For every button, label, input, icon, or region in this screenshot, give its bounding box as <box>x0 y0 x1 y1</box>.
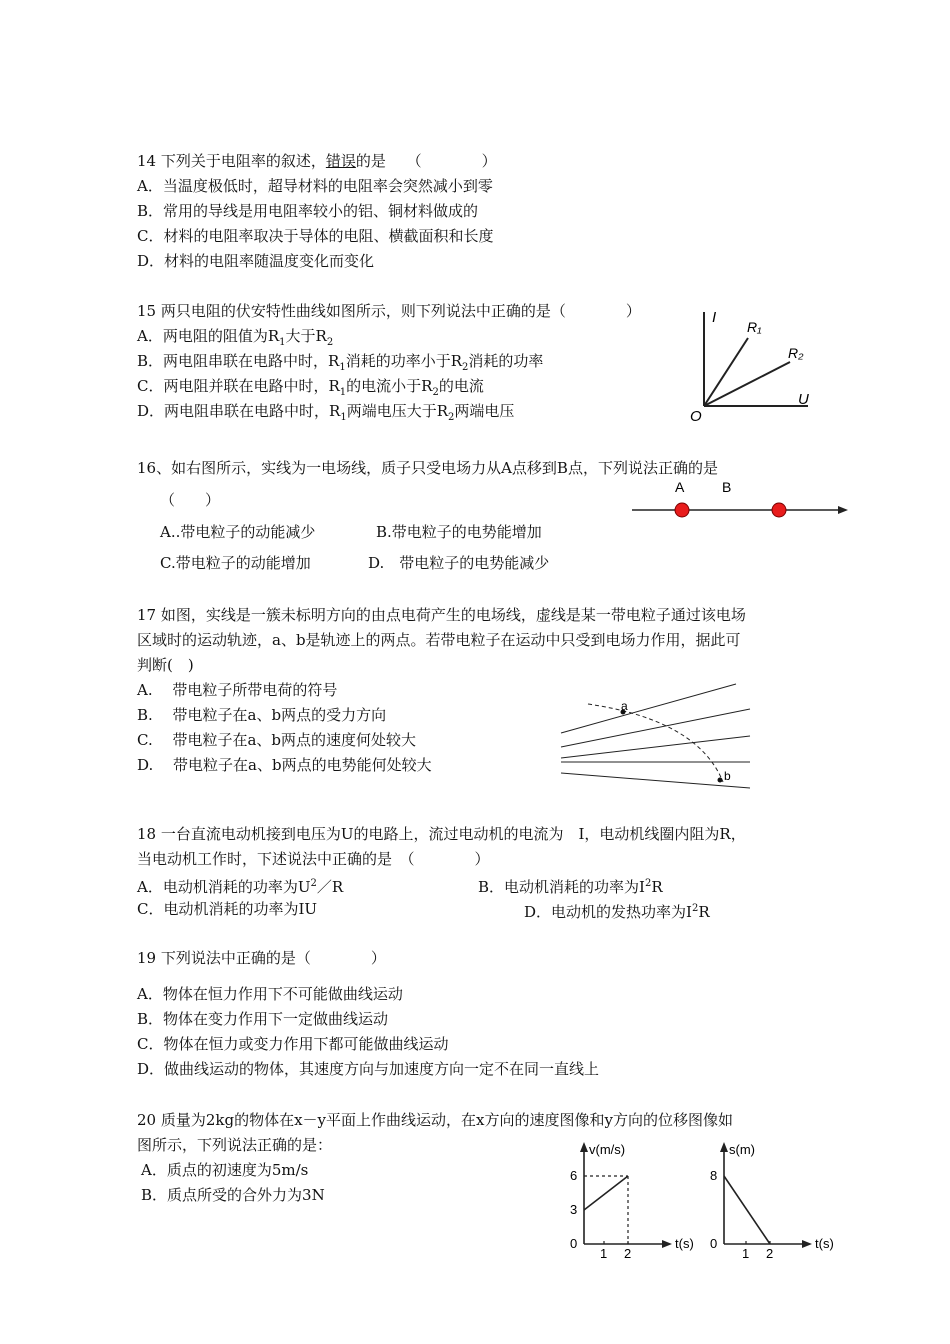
q20-option-a: A．质点的初速度为5m/s <box>141 1161 309 1179</box>
q14-option-a: A．当温度极低时，超导材料的电阻率会突然减小到零 <box>137 177 493 195</box>
displacement-line <box>724 1176 770 1244</box>
point-b-label: B <box>722 479 732 495</box>
q19-stem: 19 下列说法中正确的是（ ） <box>137 949 386 967</box>
vt-xtick-2: 2 <box>624 1246 632 1261</box>
origin-label: O <box>690 408 702 425</box>
q18-option-d: D．电动机的发热功率为$I^2R$ <box>524 903 710 921</box>
q14-option-b: B．常用的导线是用电阻率较小的铝、铜材料做成的 <box>137 202 479 220</box>
t-axis-arrow-icon <box>662 1240 672 1248</box>
point-b-label: b <box>724 769 731 783</box>
q15-stem: 15 两只电阻的伏安特性曲线如图所示，则下列说法中正确的是（ ） <box>137 302 641 320</box>
q14-underlined-word: 错误 <box>325 152 356 170</box>
q17-option-c: C. 带电粒子在a、b两点的速度何处较大 <box>137 731 417 749</box>
iv-characteristic-figure <box>690 300 840 430</box>
q20-line2: 图所示，下列说法正确的是： <box>137 1136 333 1154</box>
q16-stem: 16、如右图所示，实线为一电场线，质子只受电场力从A点移到B点，下列说法正确的是 <box>137 459 718 477</box>
point-b <box>718 778 723 783</box>
point-a-label: A <box>675 479 685 495</box>
vt-ytick-6: 6 <box>570 1168 578 1183</box>
vt-ylabel: v(m/s) <box>589 1142 626 1157</box>
q15-option-d: D．两电阻串联在电路中时，$R_1$两端电压大于$R_2$两端电压 <box>137 402 515 423</box>
q18-line1: 18 一台直流电动机接到电压为U的电路上，流过电动机的电流为 I，电动机线圈内阻为R， <box>137 825 746 843</box>
t-axis-arrow-icon <box>802 1240 812 1248</box>
q20-option-b: B．质点所受的合外力为3N <box>141 1186 325 1204</box>
vt-xlabel: t(s) <box>675 1236 694 1251</box>
q14-option-c: C．材料的电阻率取决于导体的电阻、横截面积和长度 <box>137 227 494 245</box>
velocity-line <box>584 1176 628 1210</box>
st-xtick-1: 1 <box>742 1246 750 1261</box>
r1-label: R₁ <box>747 319 762 335</box>
field-line-3 <box>561 736 750 758</box>
q19-option-a: A．物体在恒力作用下不可能做曲线运动 <box>137 985 403 1003</box>
u-axis-label: U <box>798 391 809 408</box>
r2-label: R₂ <box>788 345 804 361</box>
i-axis-label: I <box>712 309 717 326</box>
st-xtick-2: 2 <box>766 1246 774 1261</box>
trajectory-path <box>588 704 723 782</box>
field-line-2 <box>561 709 750 747</box>
q14-answer-paren: （ ） <box>406 152 497 170</box>
q15-option-c: C．两电阻并联在电路中时，$R_1$的电流小于$R_2$的电流 <box>137 377 484 398</box>
st-origin: 0 <box>710 1236 718 1251</box>
q15-option-b: B．两电阻串联在电路中时，$R_1$消耗的功率小于$R_2$消耗的功率 <box>137 352 544 373</box>
q14-stem-end: 的是 <box>355 152 386 170</box>
field-line-figure <box>630 476 850 520</box>
q17-option-a: A. 带电粒子所带电荷的符号 <box>137 681 338 699</box>
displacement-time-chart <box>700 1138 860 1261</box>
vt-xtick-1: 1 <box>600 1246 608 1261</box>
q18-option-b: B．电动机消耗的功率为$I^2R$ <box>478 878 663 896</box>
q16-option-b: B.带电粒子的电势能增加 <box>376 523 542 541</box>
st-ytick-8: 8 <box>710 1168 718 1183</box>
q18-option-c: C．电动机消耗的功率为IU <box>137 900 318 918</box>
s-axis-arrow-icon <box>720 1142 728 1152</box>
q14-option-d: D．材料的电阻率随温度变化而变化 <box>137 252 375 270</box>
q16-option-a: A..带电粒子的动能减少 <box>160 523 316 541</box>
arrow-head-icon <box>838 506 848 514</box>
q16-option-c: C.带电粒子的动能增加 <box>160 554 311 572</box>
q17-line3: 判断( ) <box>137 656 194 674</box>
vt-origin: 0 <box>570 1236 578 1251</box>
point-b <box>772 503 786 517</box>
r2-line <box>704 362 790 406</box>
q17-option-d: D. 带电粒子在a、b两点的电势能何处较大 <box>137 756 432 774</box>
st-xlabel: t(s) <box>815 1236 834 1251</box>
q17-line2: 区域时的运动轨迹，a、b是轨迹上的两点。若带电粒子在运动中只受到电场力作用，据此可 <box>137 631 741 649</box>
q17-option-b: B. 带电粒子在a、b两点的受力方向 <box>137 706 387 724</box>
q18-option-a: A．电动机消耗的功率为$U^2/R$ <box>137 878 344 896</box>
trajectory-figure <box>558 680 758 790</box>
v-axis-arrow-icon <box>580 1142 588 1152</box>
vt-ytick-3: 3 <box>570 1202 578 1217</box>
st-ylabel: s(m) <box>729 1142 755 1157</box>
q15-option-a: A．两电阻的阻值为$R_1$大于$R_2$ <box>137 327 334 348</box>
q14-stem-text: 14 下列关于电阻率的叙述， <box>137 152 326 170</box>
q17-line1: 17 如图，实线是一簇未标明方向的由点电荷产生的电场线，虚线是某一带电粒子通过该电场 <box>137 606 746 624</box>
point-a <box>675 503 689 517</box>
q18-line2: 当电动机工作时，下述说法中正确的是 （ ） <box>137 850 490 868</box>
q19-option-c: C．物体在恒力或变力作用下都可能做曲线运动 <box>137 1035 449 1053</box>
field-line-1 <box>561 684 736 733</box>
q19-option-b: B．物体在变力作用下一定做曲线运动 <box>137 1010 389 1028</box>
q19-option-d: D．做曲线运动的物体，其速度方向与加速度方向一定不在同一直线上 <box>137 1060 600 1078</box>
q16-option-d: D. 带电粒子的电势能减少 <box>368 554 550 572</box>
q16-answer-paren: （ ） <box>160 491 221 509</box>
point-a-label: a <box>621 699 628 713</box>
velocity-time-chart <box>560 1138 720 1261</box>
q14-stem <box>137 151 497 171</box>
q20-line1: 20 质量为2kg的物体在x－y平面上作曲线运动，在x方向的速度图像和y方向的位移图像如 <box>137 1111 733 1129</box>
